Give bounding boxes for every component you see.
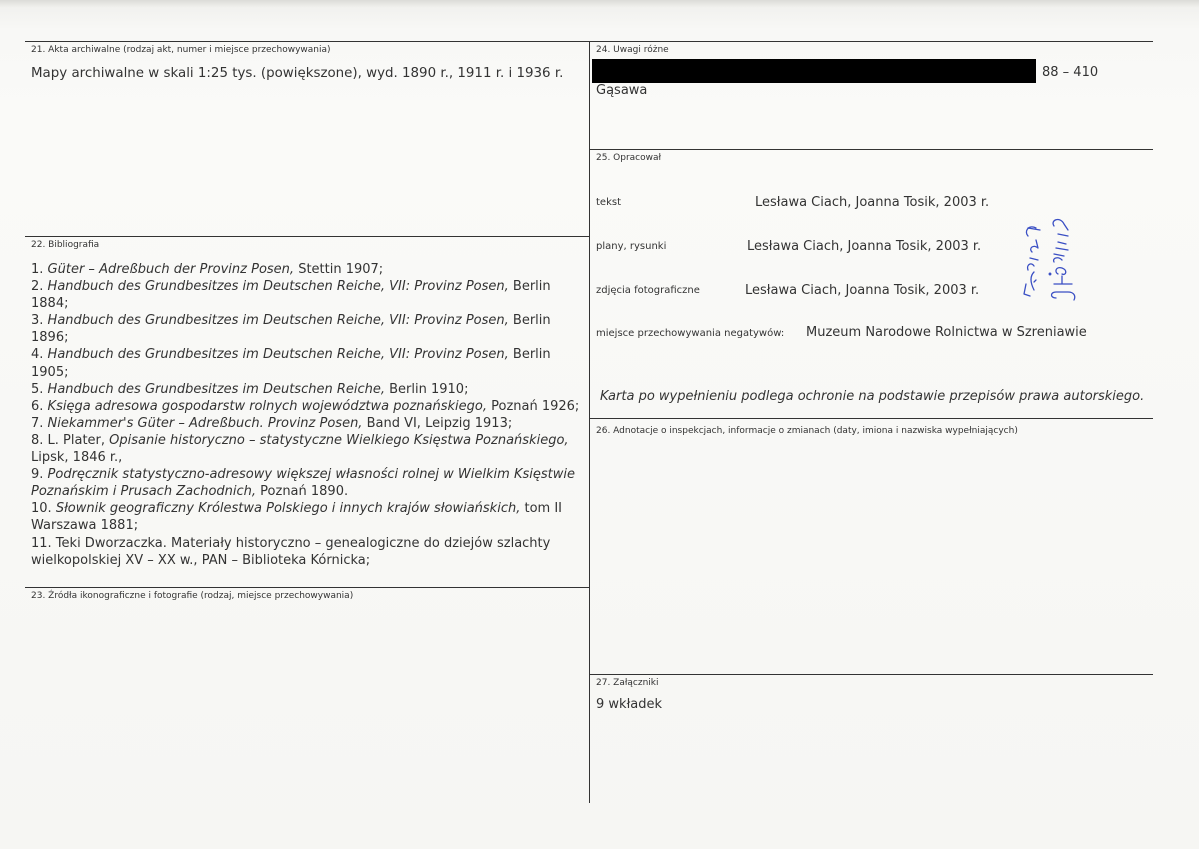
bibliography-item-title: Księga adresowa gospodarstw rolnych województwa poznańskiego,	[47, 398, 487, 414]
bibliography-item	[31, 261, 586, 278]
row-value-photos: Lesława Ciach, Joanna Tosik, 2003 r.	[745, 283, 980, 298]
bibliography-item	[31, 398, 586, 415]
bibliography-item	[31, 381, 586, 398]
rule-21-22	[25, 236, 590, 237]
bibliography-item-details: Berlin 1910;	[385, 381, 469, 397]
bibliography-item-details: Berlin 1905;	[31, 347, 551, 380]
bibliography-item-number: 3.	[31, 313, 48, 329]
bibliography-item	[31, 346, 586, 380]
postal-code: 88 – 410	[1042, 65, 1099, 80]
center-divider	[589, 41, 590, 803]
negatives-key: miejsce przechowywania negatywów:	[596, 328, 785, 339]
handwritten-signature	[1010, 212, 1090, 304]
rule-26-27	[589, 674, 1153, 675]
bibliography-item	[31, 500, 586, 534]
bibliography-item	[31, 312, 586, 346]
paper-edge	[0, 0, 1199, 8]
bibliography-item-details: Lipsk, 1846 r.,	[31, 450, 123, 466]
bibliography-item-title: Handbuch des Grundbesitzes im Deutschen Reiche,	[47, 381, 385, 397]
bibliography-item-details: Berlin 1896;	[31, 313, 551, 346]
bibliography-item-number: 7.	[31, 415, 48, 431]
bibliography-item-title: Handbuch des Grundbesitzes im Deutschen Reiche, VII: Provinz Posen,	[47, 313, 509, 329]
section-21-text: Mapy archiwalne w skali 1:25 tys. (powiększone), wyd. 1890 r., 1911 r. i 1936 r.	[31, 66, 564, 81]
section-27-label: 27. Załączniki	[596, 678, 659, 688]
redaction-bar	[592, 59, 1036, 83]
row-key-photos: zdjęcia fotograficzne	[596, 285, 700, 296]
bibliography-item-details: Poznań 1890.	[256, 484, 349, 500]
bibliography-item-number: 8. L. Plater,	[31, 432, 110, 448]
bibliography-item	[31, 415, 586, 432]
bibliography-item-number: 1.	[31, 262, 48, 277]
bibliography-item-number: 9.	[31, 467, 48, 483]
row-value-text: Lesława Ciach, Joanna Tosik, 2003 r.	[755, 195, 990, 210]
bibliography-item-details: Band VI, Leipzig 1913;	[362, 415, 513, 431]
bibliography-item-number: 5.	[31, 381, 48, 397]
section-25-label: 25. Opracował	[596, 153, 662, 163]
bibliography-item-title: Podręcznik statystyczno-adresowy większej własności rolnej w Wielkim Księstwie Poznańskim i Prusach Zachodnich,	[31, 467, 575, 500]
attachments-text: 9 wkładek	[596, 697, 663, 712]
bibliography-item-title: Niekammer's Güter – Adreßbuch. Provinz Posen,	[47, 415, 363, 431]
bibliography-item	[31, 535, 586, 569]
bibliography-item-number: 4.	[31, 347, 48, 363]
bibliography-item-details: tom II Warszawa 1881;	[31, 501, 562, 534]
row-value-plans: Lesława Ciach, Joanna Tosik, 2003 r.	[747, 239, 982, 254]
bibliography-item	[31, 432, 586, 466]
bibliography-item-title: Słownik geograficzny Królestwa Polskiego i innych krajów słowiańskich,	[55, 501, 521, 517]
rule-25-26	[589, 418, 1153, 419]
bibliography-item	[31, 278, 586, 312]
row-key-text: tekst	[596, 197, 621, 208]
negatives-value: Muzeum Narodowe Rolnictwa w Szreniawie	[806, 325, 1087, 340]
bibliography-item-number: 10.	[31, 501, 56, 517]
section-21-label: 21. Akta archiwalne (rodzaj akt, numer i miejsce przechowywania)	[31, 45, 331, 55]
place-name: Gąsawa	[596, 83, 648, 98]
section-22-label: 22. Bibliografia	[31, 240, 100, 250]
bibliography-list	[31, 261, 586, 569]
bibliography-item-number: 6.	[31, 398, 48, 414]
section-24-label: 24. Uwagi różne	[596, 45, 669, 55]
rule-24-25	[589, 149, 1153, 150]
copyright-note: Karta po wypełnieniu podlega ochronie na podstawie przepisów prawa autorskiego.	[600, 389, 1145, 404]
bibliography-item	[31, 466, 586, 500]
bibliography-item-title: Handbuch des Grundbesitzes im Deutschen Reiche, VII: Provinz Posen,	[47, 279, 509, 295]
bibliography-item-title: Güter – Adreßbuch der Provinz Posen,	[47, 262, 295, 277]
section-26-label: 26. Adnotacje o inspekcjach, informacje o zmianach (daty, imiona i nazwiska wypełniających)	[596, 426, 1018, 436]
bibliography-item-number: 11. Teki Dworzaczka. Materiały historyczno – genealogiczne do dziejów szlachty wielkopolskiej XV – XX w., PAN – Biblioteka Kórnicka;	[31, 535, 551, 568]
rule-22-23	[25, 587, 590, 588]
bibliography-item-details: Stettin 1907;	[294, 262, 384, 277]
row-key-plans: plany, rysunki	[596, 241, 667, 252]
bibliography-item-title: Handbuch des Grundbesitzes im Deutschen Reiche, VII: Provinz Posen,	[47, 347, 509, 363]
bibliography-item-details: Poznań 1926;	[486, 398, 580, 414]
bibliography-item-title: Opisanie historyczno – statystyczne Wielkiego Księstwa Poznańskiego,	[109, 432, 569, 448]
bibliography-item-number: 2.	[31, 279, 48, 295]
section-23-label: 23. Źródła ikonograficzne i fotografie (rodzaj, miejsce przechowywania)	[31, 591, 354, 601]
bibliography-item-details: Berlin 1884;	[31, 279, 551, 312]
